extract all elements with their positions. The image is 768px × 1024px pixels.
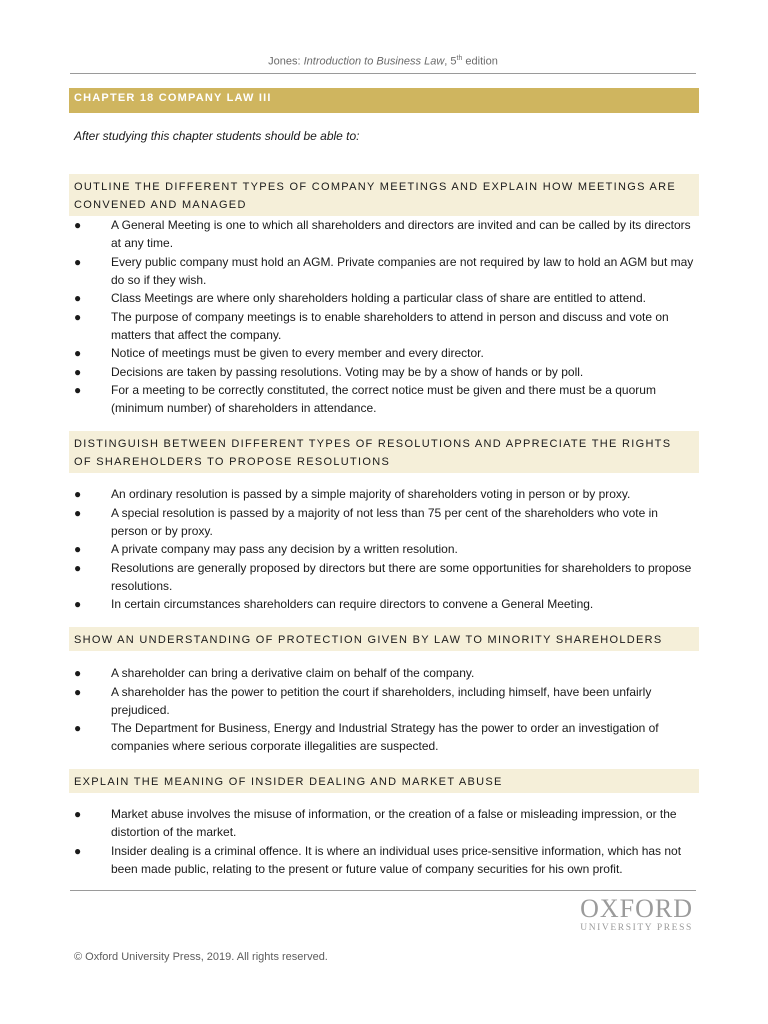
copyright-notice: © Oxford University Press, 2019. All rights reserved. [74, 951, 328, 963]
list-item-text: A shareholder can bring a derivative claim on behalf of the company. [111, 666, 475, 680]
header-author: Jones: [268, 55, 304, 68]
bullet-icon: ● [74, 721, 82, 735]
chapter-title: CHAPTER 18 COMPANY LAW III [69, 88, 699, 113]
list-item-text: An ordinary resolution is passed by a simple majority of shareholders voting in person or by proxy. [111, 487, 631, 501]
bullet-icon: ● [74, 597, 82, 611]
logo-wordmark: OXFORD [580, 894, 693, 923]
list-item [73, 842, 695, 878]
list-item [73, 289, 695, 307]
list-item-text: Resolutions are generally proposed by directors but there are some opportunities for shareholders to propose resolutions. [111, 560, 692, 593]
bullet-icon: ● [74, 807, 82, 821]
list-item-text: A General Meeting is one to which all shareholders and directors are invited and can be called by its directors at any time. [111, 218, 691, 250]
running-header [70, 55, 696, 68]
section-heading-meetings: OUTLINE THE DIFFERENT TYPES OF COMPANY MEETINGS AND EXPLAIN HOW MEETINGS ARE CONVENED AND MANAGED [69, 174, 699, 216]
bullet-icon: ● [74, 560, 82, 575]
header-edition-tail: edition [462, 55, 498, 68]
bullet-icon: ● [74, 254, 82, 269]
header-divider [70, 73, 696, 74]
list-item [73, 559, 695, 595]
section-list-resolutions [73, 485, 695, 614]
list-item-text: The purpose of company meetings is to enable shareholders to attend in person and discuss and vote on matters that affect the company. [111, 309, 669, 342]
list-item [73, 504, 695, 540]
oxford-logo [580, 896, 693, 934]
section-heading-minority: SHOW AN UNDERSTANDING OF PROTECTION GIVEN BY LAW TO MINORITY SHAREHOLDERS [69, 627, 699, 651]
bullet-icon: ● [74, 666, 82, 680]
bullet-icon: ● [74, 364, 82, 379]
list-item-text: A special resolution is passed by a majority of not less than 75 per cent of the shareholders who vote in person or by proxy. [111, 505, 658, 538]
list-item [73, 308, 695, 344]
bullet-icon: ● [74, 542, 82, 556]
header-edition: , 5 [444, 55, 457, 68]
bullet-icon: ● [74, 309, 82, 324]
section-list-minority [73, 664, 695, 756]
list-item-text: Notice of meetings must be given to every member and every director. [111, 346, 484, 360]
section-list-insider-dealing [73, 805, 695, 878]
bullet-icon: ● [74, 505, 82, 520]
bullet-icon: ● [74, 218, 82, 232]
bullet-icon: ● [74, 487, 82, 501]
list-item-text: Market abuse involves the misuse of information, or the creation of a false or misleading impression, or the distortion of the market. [111, 807, 677, 839]
list-item-text: A private company may pass any decision by a written resolution. [111, 542, 458, 556]
list-item-text: For a meeting to be correctly constituted, the correct notice must be given and there must be a quorum (minimum number) of shareholders in attendance. [111, 383, 656, 415]
list-item [73, 485, 695, 503]
list-item [73, 344, 695, 362]
intro-text: After studying this chapter students should be able to: [74, 129, 360, 143]
footer-divider [70, 890, 696, 891]
bullet-icon: ● [74, 291, 82, 305]
list-item [73, 363, 695, 381]
header-edition-sup: th [456, 55, 463, 62]
bullet-icon: ● [74, 346, 82, 360]
list-item-text: Every public company must hold an AGM. Private companies are not required by law to hold an AGM but may do so if they wish. [111, 254, 694, 287]
section-heading-insider-dealing: EXPLAIN THE MEANING OF INSIDER DEALING AND MARKET ABUSE [69, 769, 699, 793]
list-item [73, 253, 695, 289]
list-item [73, 664, 695, 682]
bullet-icon: ● [74, 843, 82, 858]
list-item-text: Insider dealing is a criminal offence. It is where an individual uses price-sensitive information, which has not been made public, relating to the present or future value of company securities for his own profit. [111, 843, 682, 876]
bullet-icon: ● [74, 383, 82, 397]
section-heading-resolutions: DISTINGUISH BETWEEN DIFFERENT TYPES OF RESOLUTIONS AND APPRECIATE THE RIGHTS OF SHAREHOLDERS TO PROPOSE RESOLUTIONS [69, 431, 699, 473]
list-item [73, 683, 695, 719]
logo-subline: UNIVERSITY PRESS [580, 923, 693, 933]
list-item-text: In certain circumstances shareholders can require directors to convene a General Meeting. [111, 597, 594, 611]
list-item-text: Class Meetings are where only shareholders holding a particular class of share are entitled to attend. [111, 291, 646, 305]
bullet-icon: ● [74, 684, 82, 699]
list-item-text: Decisions are taken by passing resolutions. Voting may be by a show of hands or by poll. [111, 364, 584, 379]
list-item [73, 719, 695, 755]
list-item [73, 540, 695, 558]
list-item [73, 595, 695, 613]
list-item-text: A shareholder has the power to petition the court if shareholders, including himself, have been unfairly prejudiced. [111, 684, 652, 717]
section-list-meetings [73, 216, 695, 418]
list-item [73, 381, 695, 417]
list-item [73, 216, 695, 252]
header-book-title: Introduction to Business Law [303, 55, 445, 68]
list-item [73, 805, 695, 841]
list-item-text: The Department for Business, Energy and Industrial Strategy has the power to order an investigation of companies where serious corporate illegalities are suspected. [111, 721, 659, 753]
